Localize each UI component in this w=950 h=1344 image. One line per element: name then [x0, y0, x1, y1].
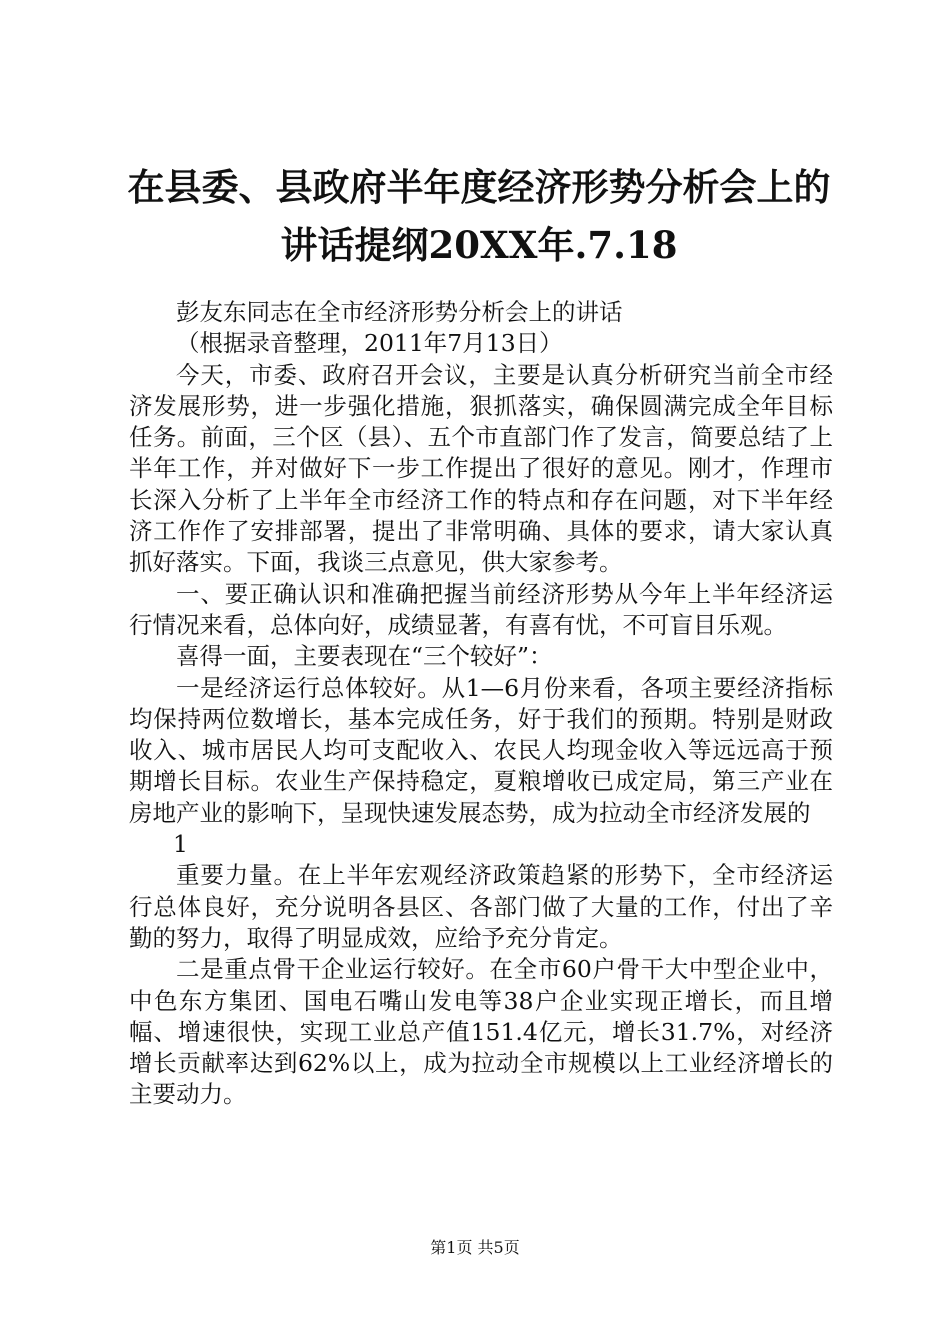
paragraph-three-good: 喜得一面，主要表现在“三个较好”： [176, 642, 553, 671]
document-body [129, 297, 833, 1111]
inline-page-number: 1 [173, 830, 188, 859]
paragraph-intro: 今天，市委、政府召开会议，主要是认真分析研究当前全市经济发展形势，进一步强化措施，狠抓落实，确保圆满完成全年目标任务。前面，三个区（县）、五个市直部门作了发言，简要总结了上半年工作，并对做好下一步工作提出了很好的意见。刚才，作理市长深入分析了上半年全市经济工作的特点和存在问题，对下半年经济工作作了安排部署，提出了非常明确、具体的要求，请大家认真抓好落实。下面，我谈三点意见，供大家参考。 [129, 360, 833, 577]
paragraph-speaker: 彭友东同志在全市经济形势分析会上的讲话 [176, 298, 623, 326]
page-footer: 第1页 共5页 [430, 1238, 520, 1257]
paragraph-point-one-cont: 重要力量。在上半年宏观经济政策趋紧的形势下，全市经济运行总体良好，充分说明各县区、各部门做了大量的工作，付出了辛勤的努力，取得了明显成效，应给予充分肯定。 [129, 861, 833, 952]
paragraph-source-note: （根据录音整理，2011年7月13日） [176, 329, 563, 358]
paragraph-point-two: 二是重点骨干企业运行较好。在全市60户骨干大中型企业中，中色东方集团、国电石嘴山发电等38户企业实现正增长，而且增幅、增速很快，实现工业总产值151.4亿元，增长31.7%，对经济增长贡献率达到62%以上，成为拉动全市规模以上工业经济增长的主要动力。 [129, 955, 833, 1109]
paragraph-section-one: 一、要正确认识和准确把握当前经济形势从今年上半年经济运行情况来看，总体向好，成绩显著，有喜有忧，不可盲目乐观。 [129, 579, 833, 639]
document-title: 在县委、县政府半年度经济形势分析会上的讲话提纲20XX年.7.18 [127, 165, 831, 267]
paragraph-point-one: 一是经济运行总体较好。从1—6月份来看，各项主要经济指标均保持两位数增长，基本完成任务，好于我们的预期。特别是财政收入、城市居民人均可支配收入、农民人均现金收入等远远高于预期增长目标。农业生产保持稳定，夏粮增收已成定局，第三产业在房地产业的影响下，呈现快速发展态势，成为拉动全市经济发展的 [129, 673, 833, 827]
